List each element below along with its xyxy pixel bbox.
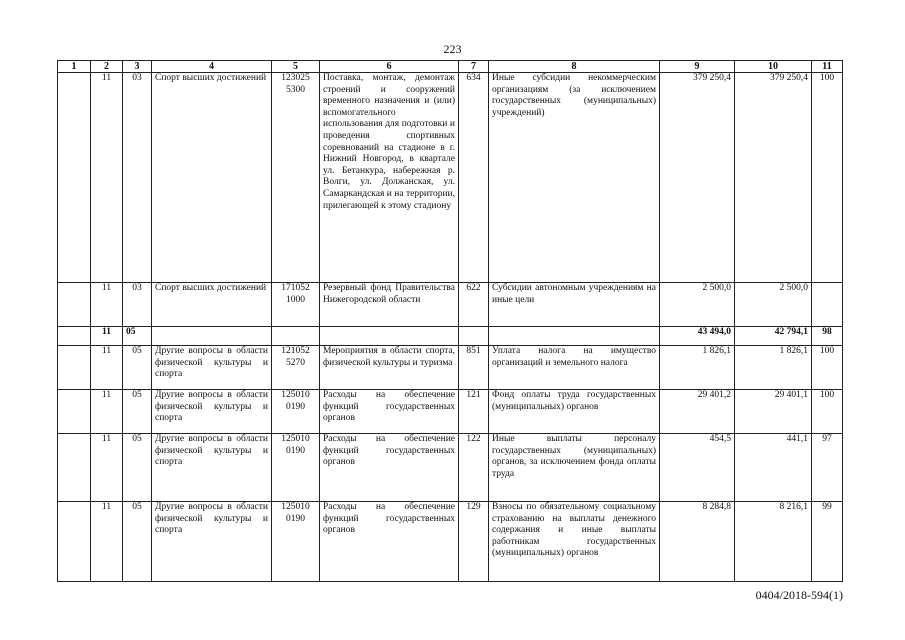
cell-target-name: Мероприятия в области спорта, физической культуры и туризма (320, 346, 459, 390)
col-header-3: 3 (123, 61, 152, 73)
cell-expense-name: Иные выплаты персоналу государственных (муниципальных) органов, за исключением фонда оплаты труда (489, 434, 660, 502)
cell-subsection: 05 (123, 434, 152, 502)
cell-subsection: 05 (123, 390, 152, 434)
table-row (58, 346, 843, 390)
cell-expense-type: 121 (459, 390, 489, 434)
cell-subsection-name (152, 327, 272, 346)
cell-percent: 98 (812, 327, 843, 346)
cell-subsection: 03 (123, 73, 152, 283)
header-row (58, 61, 843, 73)
cell-col1 (58, 346, 91, 390)
page-number: 223 (443, 42, 462, 56)
cell-expense-name: Взносы по обязательному социальному страхованию на выплаты денежного содержания и иные выплаты работникам государственных (муниципальных) органов (489, 502, 660, 582)
cell-expense-name: Иные субсидии некоммерческим организациям (за исключением государственных (муниципальных) учреждений) (489, 73, 660, 283)
cell-section: 11 (91, 346, 123, 390)
cell-percent: 97 (812, 434, 843, 502)
cell-planned: 8 284,8 (660, 502, 735, 582)
cell-percent: 100 (812, 390, 843, 434)
col-header-4: 4 (152, 61, 272, 73)
cell-target-name: Расходы на обеспечение функций государственных органов (320, 390, 459, 434)
document-code: 0404/2018-594(1) (755, 588, 843, 602)
cell-section: 11 (91, 73, 123, 283)
cell-target-code (272, 327, 320, 346)
cell-target-name (320, 327, 459, 346)
cell-target-name: Расходы на обеспечение функций государственных органов (320, 502, 459, 582)
cell-subsection-name: Другие вопросы в области физической культуры и спорта (152, 434, 272, 502)
col-header-10: 10 (735, 61, 812, 73)
cell-target-name: Расходы на обеспечение функций государственных органов (320, 434, 459, 502)
cell-subsection-name: Другие вопросы в области физической культуры и спорта (152, 346, 272, 390)
cell-expense-type (459, 327, 489, 346)
table-row (58, 434, 843, 502)
cell-target-code: 125010 0190 (272, 502, 320, 582)
cell-percent: 100 (812, 346, 843, 390)
cell-expense-type: 634 (459, 73, 489, 283)
table-row (58, 283, 843, 327)
cell-subsection: 05 (123, 327, 152, 346)
cell-expense-name: Субсидии автономным учреждениям на иные цели (489, 283, 660, 327)
cell-expense-type: 622 (459, 283, 489, 327)
cell-expense-name: Уплата налога на имущество организаций и земельного налога (489, 346, 660, 390)
cell-target-code: 125010 0190 (272, 434, 320, 502)
cell-section: 11 (91, 390, 123, 434)
col-header-2: 2 (91, 61, 123, 73)
cell-subsection-name: Другие вопросы в области физической культуры и спорта (152, 390, 272, 434)
cell-expense-type: 129 (459, 502, 489, 582)
cell-actual: 8 216,1 (735, 502, 812, 582)
cell-col1 (58, 434, 91, 502)
cell-expense-name: Фонд оплаты труда государственных (муниципальных) органов (489, 390, 660, 434)
cell-expense-name (489, 327, 660, 346)
cell-col1 (58, 502, 91, 582)
table-row (58, 390, 843, 434)
subtotal-row (58, 327, 843, 346)
table-row (58, 502, 843, 582)
cell-subsection-name: Другие вопросы в области физической культуры и спорта (152, 502, 272, 582)
cell-actual: 29 401,1 (735, 390, 812, 434)
cell-planned: 29 401,2 (660, 390, 735, 434)
col-header-7: 7 (459, 61, 489, 73)
cell-percent: 99 (812, 502, 843, 582)
cell-section: 11 (91, 283, 123, 327)
cell-target-name: Поставка, монтаж, демонтаж строений и сооружений временного назначения и (или) вспомогательного использования для подготовки и проведения спортивных соревнований на стадионе в г. Нижний Новгород, в квартале ул. Бетанкура, набережная р. Волги, ул. Должанская, ул. Самаркандская и на территории, прилегающей к этому стадиону (320, 73, 459, 283)
cell-target-code: 125010 0190 (272, 390, 320, 434)
cell-section: 11 (91, 327, 123, 346)
budget-table (57, 60, 843, 582)
col-header-11: 11 (812, 61, 843, 73)
cell-planned: 2 500,0 (660, 283, 735, 327)
cell-subsection-name: Спорт высших достижений (152, 73, 272, 283)
cell-col1 (58, 283, 91, 327)
cell-percent (812, 283, 843, 327)
cell-expense-type: 851 (459, 346, 489, 390)
col-header-5: 5 (272, 61, 320, 73)
cell-target-code: 171052 1000 (272, 283, 320, 327)
cell-target-code: 121052 5270 (272, 346, 320, 390)
cell-target-name: Резервный фонд Правительства Нижегородской области (320, 283, 459, 327)
cell-planned: 43 494,0 (660, 327, 735, 346)
cell-percent: 100 (812, 73, 843, 283)
cell-subsection: 03 (123, 283, 152, 327)
cell-section: 11 (91, 502, 123, 582)
cell-col1 (58, 327, 91, 346)
cell-planned: 1 826,1 (660, 346, 735, 390)
cell-expense-type: 122 (459, 434, 489, 502)
cell-actual: 441,1 (735, 434, 812, 502)
col-header-8: 8 (489, 61, 660, 73)
col-header-6: 6 (320, 61, 459, 73)
cell-subsection: 05 (123, 346, 152, 390)
cell-planned: 454,5 (660, 434, 735, 502)
col-header-1: 1 (58, 61, 91, 73)
cell-actual: 2 500,0 (735, 283, 812, 327)
cell-subsection-name: Спорт высших достижений (152, 283, 272, 327)
cell-actual: 42 794,1 (735, 327, 812, 346)
cell-col1 (58, 390, 91, 434)
cell-col1 (58, 73, 91, 283)
col-header-9: 9 (660, 61, 735, 73)
cell-target-code: 123025 5300 (272, 73, 320, 283)
cell-planned: 379 250,4 (660, 73, 735, 283)
cell-actual: 379 250,4 (735, 73, 812, 283)
table-row (58, 73, 843, 283)
cell-subsection: 05 (123, 502, 152, 582)
cell-actual: 1 826,1 (735, 346, 812, 390)
cell-section: 11 (91, 434, 123, 502)
